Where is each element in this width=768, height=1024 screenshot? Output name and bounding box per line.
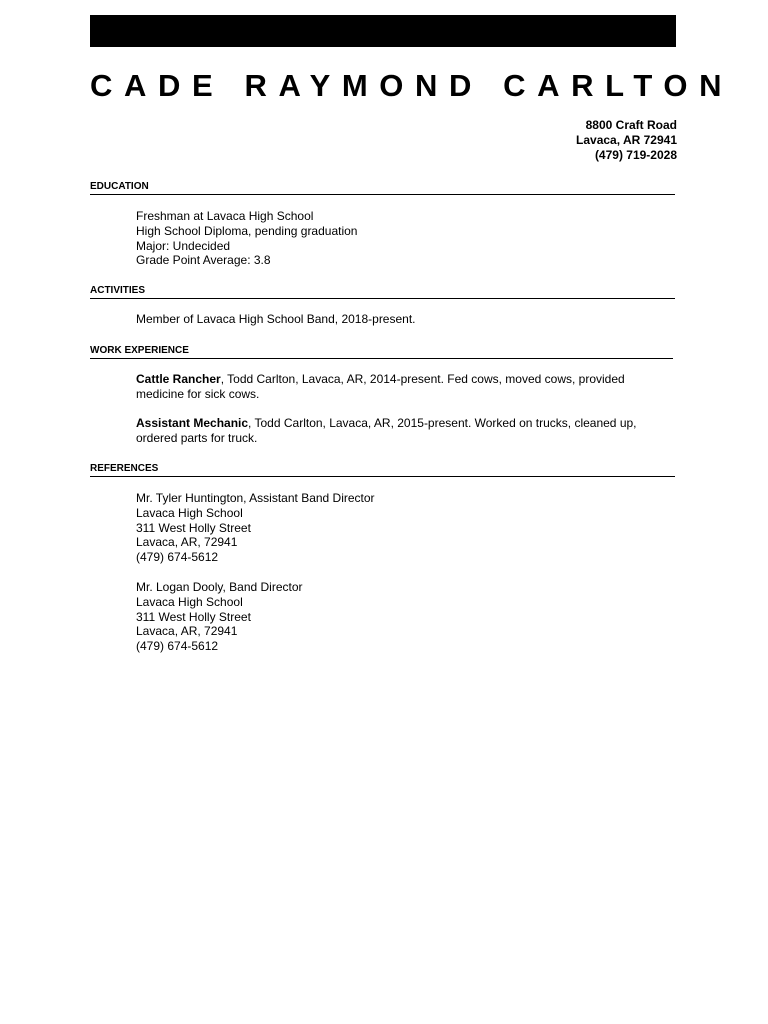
phone-number: (479) 719-2028 xyxy=(594,148,677,162)
reference-school: Lavaca High School xyxy=(136,505,243,520)
reference-street: 311 West Holly Street xyxy=(136,520,251,535)
job-entry xyxy=(136,416,671,446)
job-role: Assistant Mechanic xyxy=(136,416,249,430)
reference-name: Mr. Tyler Huntington, Assistant Band Director xyxy=(136,491,375,505)
reference-2 xyxy=(136,580,671,654)
education-line: Freshman at Lavaca High School xyxy=(136,209,314,223)
reference-street: 311 West Holly Street xyxy=(136,609,251,624)
section-heading-references: REFERENCES xyxy=(90,462,675,477)
education-line: Major: Undecided xyxy=(136,238,231,253)
section-heading-work-experience: WORK EXPERIENCE xyxy=(90,344,673,359)
reference-phone: (479) 674-5612 xyxy=(136,639,219,654)
reference-city: Lavaca, AR, 72941 xyxy=(136,535,238,550)
job-details: , Todd Carlton, Lavaca, AR, 2014-present. Fed cows, moved cows, provided medicine for sick cows. xyxy=(136,372,625,401)
reference-1 xyxy=(136,491,671,565)
contact-info xyxy=(576,118,677,163)
activity-line: Member of Lavaca High School Band, 2018-present. xyxy=(136,312,416,326)
education-line: High School Diploma, pending graduation xyxy=(136,223,358,238)
job-role: Cattle Rancher xyxy=(136,372,221,386)
work-job-2 xyxy=(136,416,671,446)
job-entry xyxy=(136,372,671,402)
reference-phone: (479) 674-5612 xyxy=(136,550,219,565)
candidate-name: CADE RAYMOND CARLTON xyxy=(90,68,734,103)
section-heading-education: EDUCATION xyxy=(90,180,675,195)
job-details: , Todd Carlton, Lavaca, AR, 2015-present. Worked on trucks, cleaned up, ordered parts for truck. xyxy=(136,416,637,445)
education-line: Grade Point Average: 3.8 xyxy=(136,253,271,268)
address-line-1: 8800 Craft Road xyxy=(585,118,677,132)
reference-name: Mr. Logan Dooly, Band Director xyxy=(136,580,303,594)
work-job-1 xyxy=(136,372,671,402)
header-bar xyxy=(90,15,676,47)
section-heading-activities: ACTIVITIES xyxy=(90,284,675,299)
address-line-2: Lavaca, AR 72941 xyxy=(576,133,677,147)
reference-school: Lavaca High School xyxy=(136,594,243,609)
activities-block xyxy=(136,312,671,327)
reference-city: Lavaca, AR, 72941 xyxy=(136,624,238,639)
education-block xyxy=(136,209,671,268)
